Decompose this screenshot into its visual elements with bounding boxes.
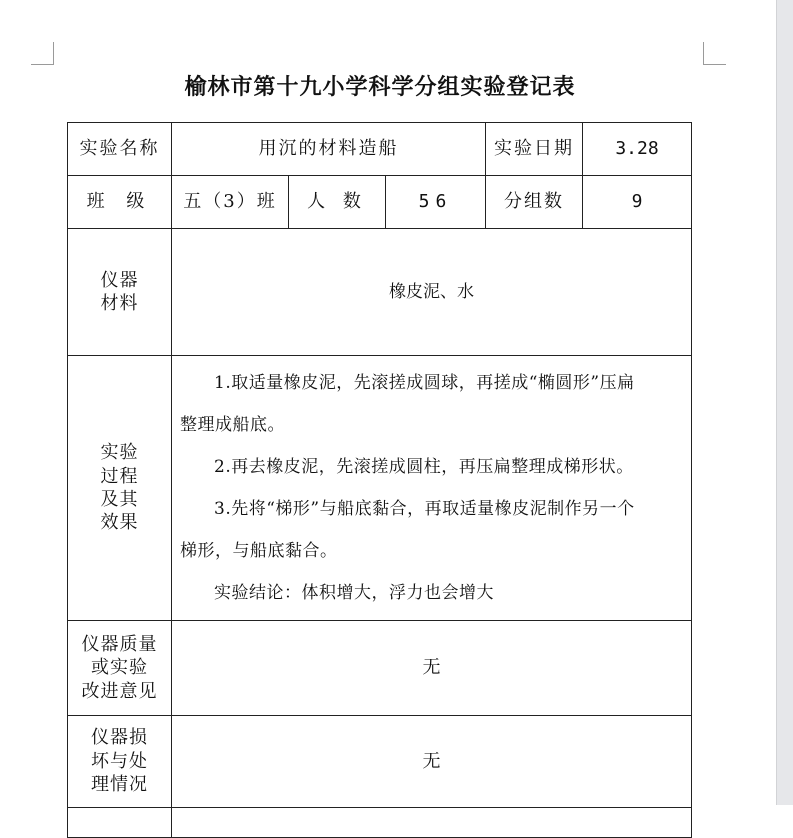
experiment-date-label: 实验日期	[486, 123, 583, 176]
process-step: 1.取适量橡皮泥，先滚搓成圆球，再搓成“椭圆形”压扁	[214, 373, 635, 393]
materials-label-line: 仪器	[100, 269, 139, 291]
table-row	[68, 808, 692, 838]
crop-mark-top-right	[703, 42, 726, 65]
experiment-name-value[interactable]: 用沉的材料造船	[172, 123, 486, 176]
process-conclusion: 实验结论：体积增大，浮力也会增大	[214, 583, 494, 603]
empty-cell	[68, 808, 172, 838]
damage-label-line: 理情况	[91, 774, 148, 796]
table-row	[68, 123, 692, 176]
materials-label	[68, 229, 172, 356]
damage-value[interactable]: 无	[172, 716, 692, 808]
table-row	[68, 356, 692, 621]
process-step: 3.先将“梯形”与船底黏合，再取适量橡皮泥制作另一个	[214, 499, 635, 519]
process-label-line: 及其	[100, 489, 139, 510]
table-row	[68, 621, 692, 716]
class-label: 班 级	[68, 176, 172, 229]
materials-label-line: 材料	[100, 293, 139, 314]
damage-label-line: 仪器损	[91, 727, 148, 749]
process-step: 整理成船底。	[180, 415, 285, 435]
experiment-register-table	[67, 122, 692, 838]
page-scroll-gutter	[776, 0, 793, 805]
headcount-label: 人 数	[289, 176, 386, 229]
experiment-name-label: 实验名称	[68, 123, 172, 176]
table-row	[68, 176, 692, 229]
process-step: 梯形，与船底黏合。	[180, 541, 338, 561]
process-label-line: 效果	[100, 512, 139, 534]
quality-value[interactable]: 无	[172, 621, 692, 716]
group-count-label: 分组数	[486, 176, 583, 229]
quality-label-line: 仪器质量	[81, 633, 158, 655]
group-count-value[interactable]: 9	[583, 176, 692, 229]
document-title: 榆林市第十九小学科学分组实验登记表	[184, 74, 576, 100]
experiment-date-value[interactable]: 3.28	[583, 123, 692, 176]
quality-label-line: 改进意见	[81, 680, 158, 702]
process-label-line: 过程	[100, 465, 139, 487]
damage-label	[68, 716, 172, 808]
quality-label	[68, 621, 172, 716]
class-value[interactable]: 五（3）班	[172, 176, 289, 229]
table-row	[68, 229, 692, 356]
headcount-value[interactable]: 56	[386, 176, 486, 229]
damage-label-line: 坏与处	[91, 750, 148, 772]
materials-value[interactable]: 橡皮泥、水	[172, 229, 692, 356]
empty-cell[interactable]	[172, 808, 692, 838]
crop-mark-top-left	[31, 42, 54, 65]
process-content[interactable]	[172, 356, 692, 621]
process-label-line: 实验	[100, 442, 139, 464]
quality-label-line: 或实验	[91, 657, 148, 679]
process-label	[68, 356, 172, 621]
process-step: 2.再去橡皮泥，先滚搓成圆柱，再压扁整理成梯形状。	[214, 457, 634, 477]
table-row	[68, 716, 692, 808]
